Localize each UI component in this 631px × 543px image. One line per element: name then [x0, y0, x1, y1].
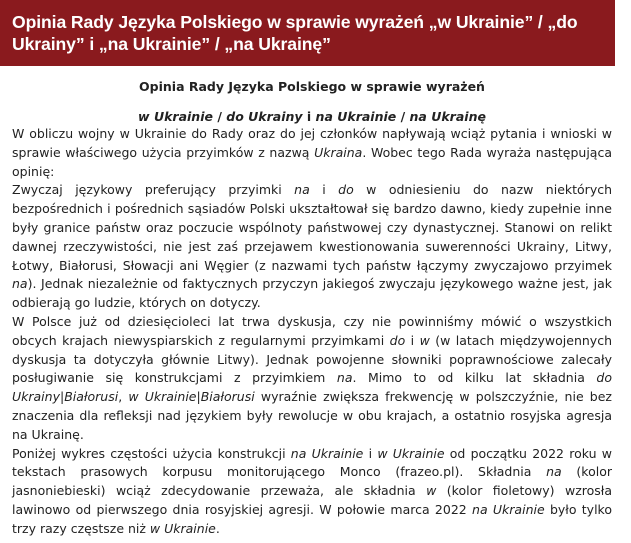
italic-term: na	[546, 464, 562, 480]
paragraph-text: W obliczu wojny w Ukrainie do Rady oraz do jej członków napływają wciąż pytania i wnioski w sprawie właściwego użycia przyimków z nazwą	[12, 126, 612, 160]
article-body	[12, 66, 612, 539]
phrase-do-ukrainy: do Ukrainy	[226, 109, 303, 124]
paragraph-text: .	[215, 520, 220, 536]
opinion-subheading	[12, 109, 612, 125]
italic-term: w Ukrainie|Białorusi	[128, 389, 255, 405]
paragraph-chart-description	[12, 445, 612, 539]
paragraph-text: i	[363, 445, 378, 461]
italic-term: w Ukrainie	[149, 520, 216, 536]
paragraph-text: (w latach międzywojennych dyskusja ta dotyczyła głównie Litwy). Jednak powojenne słowniki poprawnościowe zalecały posługiwanie się konstrukcjami z przyimkiem	[12, 332, 612, 386]
paragraph-text: i	[309, 182, 339, 198]
italic-term: Ukraina	[314, 144, 363, 160]
phrase-w-ukrainie: w Ukrainie	[138, 109, 213, 124]
italic-term: na	[294, 182, 310, 198]
paragraph-text: . Mimo to od kilku lat składnia	[352, 370, 597, 386]
phrase-na-ukraine: na Ukrainę	[409, 109, 486, 124]
paragraph-text: i	[405, 332, 420, 348]
paragraph-intro	[12, 125, 612, 181]
italic-term: do	[338, 182, 354, 198]
italic-term: na	[336, 370, 353, 386]
paragraph-text: . Wobec tego Rada wyraża następująca opinię:	[12, 144, 612, 179]
paragraph-text: było tylko trzy razy częstsze niż	[12, 501, 612, 536]
italic-term: na Ukrainie	[472, 501, 545, 517]
paragraph-text: wyraźnie zwiększa frekwencję w polszczyźnie, nie bez znaczenia dla refleksji nad językiem były rewolucje w obu krajach, a ostatnio rosyjska agresja na Ukrainę.	[12, 389, 612, 442]
paragraph-text: ). Jednak niezależnie od faktycznych przyczyn jakiegoś zwyczaju językowego ważne jest, jak odbierają go ludzie, których on dotyczy.	[12, 276, 612, 311]
paragraph-text: Zwyczaj językowy preferujący przyimki	[12, 182, 295, 198]
paragraph-text: (kolor fioletowy) wzrosła lawinowo od pierwszego dnia rosyjskiej agresji. W połowie marca 2022	[12, 483, 612, 517]
separator: /	[212, 109, 227, 124]
paragraph-text: w odniesieniu do nazw niektórych bezpośrednich i pośrednich sąsiadów Polski ukształtował się bardzo dawno, kiedy zupełnie inne były granice państw oraz poczucie wspólnoty państwowej czy dynastycznej. Stanowi on relikt dawnej rzeczywistości, nie jest zaś przejawem kwestionowania suwerenności Ukrainy, Litwy, Łotwy, Białorusi, Słowacji ani Węgier (z nazwami tych państw łączymy zwyczajowo przyimek	[12, 182, 613, 273]
italic-term: w	[419, 332, 430, 348]
title-bar	[0, 0, 615, 66]
italic-term: do	[389, 332, 406, 348]
page-title: Opinia Rady Języka Polskiego w sprawie wyrażeń „w Ukrainie” / „do Ukrainy” i „na Ukrainie” / „na Ukrainę”	[12, 12, 578, 54]
opinion-heading: Opinia Rady Języka Polskiego w sprawie wyrażeń	[139, 79, 485, 94]
italic-term: w Ukrainie	[377, 445, 445, 461]
italic-term: na	[12, 276, 28, 292]
italic-term: do Ukrainy|Białorusi	[12, 370, 613, 405]
conjunction: i	[302, 109, 316, 124]
separator: /	[396, 109, 410, 124]
italic-term: na Ukrainie	[290, 445, 364, 461]
italic-term: w	[426, 483, 437, 499]
paragraph-text: od początku 2022 roku w tekstach prasowych korpusu monitorującego Monco (frazeo.pl). Składnia	[12, 445, 612, 480]
paragraph-discussion	[12, 313, 612, 445]
paragraph-text: ,	[118, 389, 129, 405]
paragraph-text: (kolor jasnoniebieski) wciąż zdecydowanie przeważa, ale składnia	[12, 464, 612, 499]
paragraph-custom	[12, 181, 612, 313]
phrase-na-ukrainie: na Ukrainie	[315, 109, 397, 124]
paragraph-text: Poniżej wykres częstości użycia konstrukcji	[12, 445, 291, 461]
paragraph-text: W Polsce już od dziesięcioleci lat trwa dyskusja, czy nie powinniśmy mówić o wszystkich obcych krajach niewyspiarskich z regularnymi przyimkami	[12, 313, 612, 348]
